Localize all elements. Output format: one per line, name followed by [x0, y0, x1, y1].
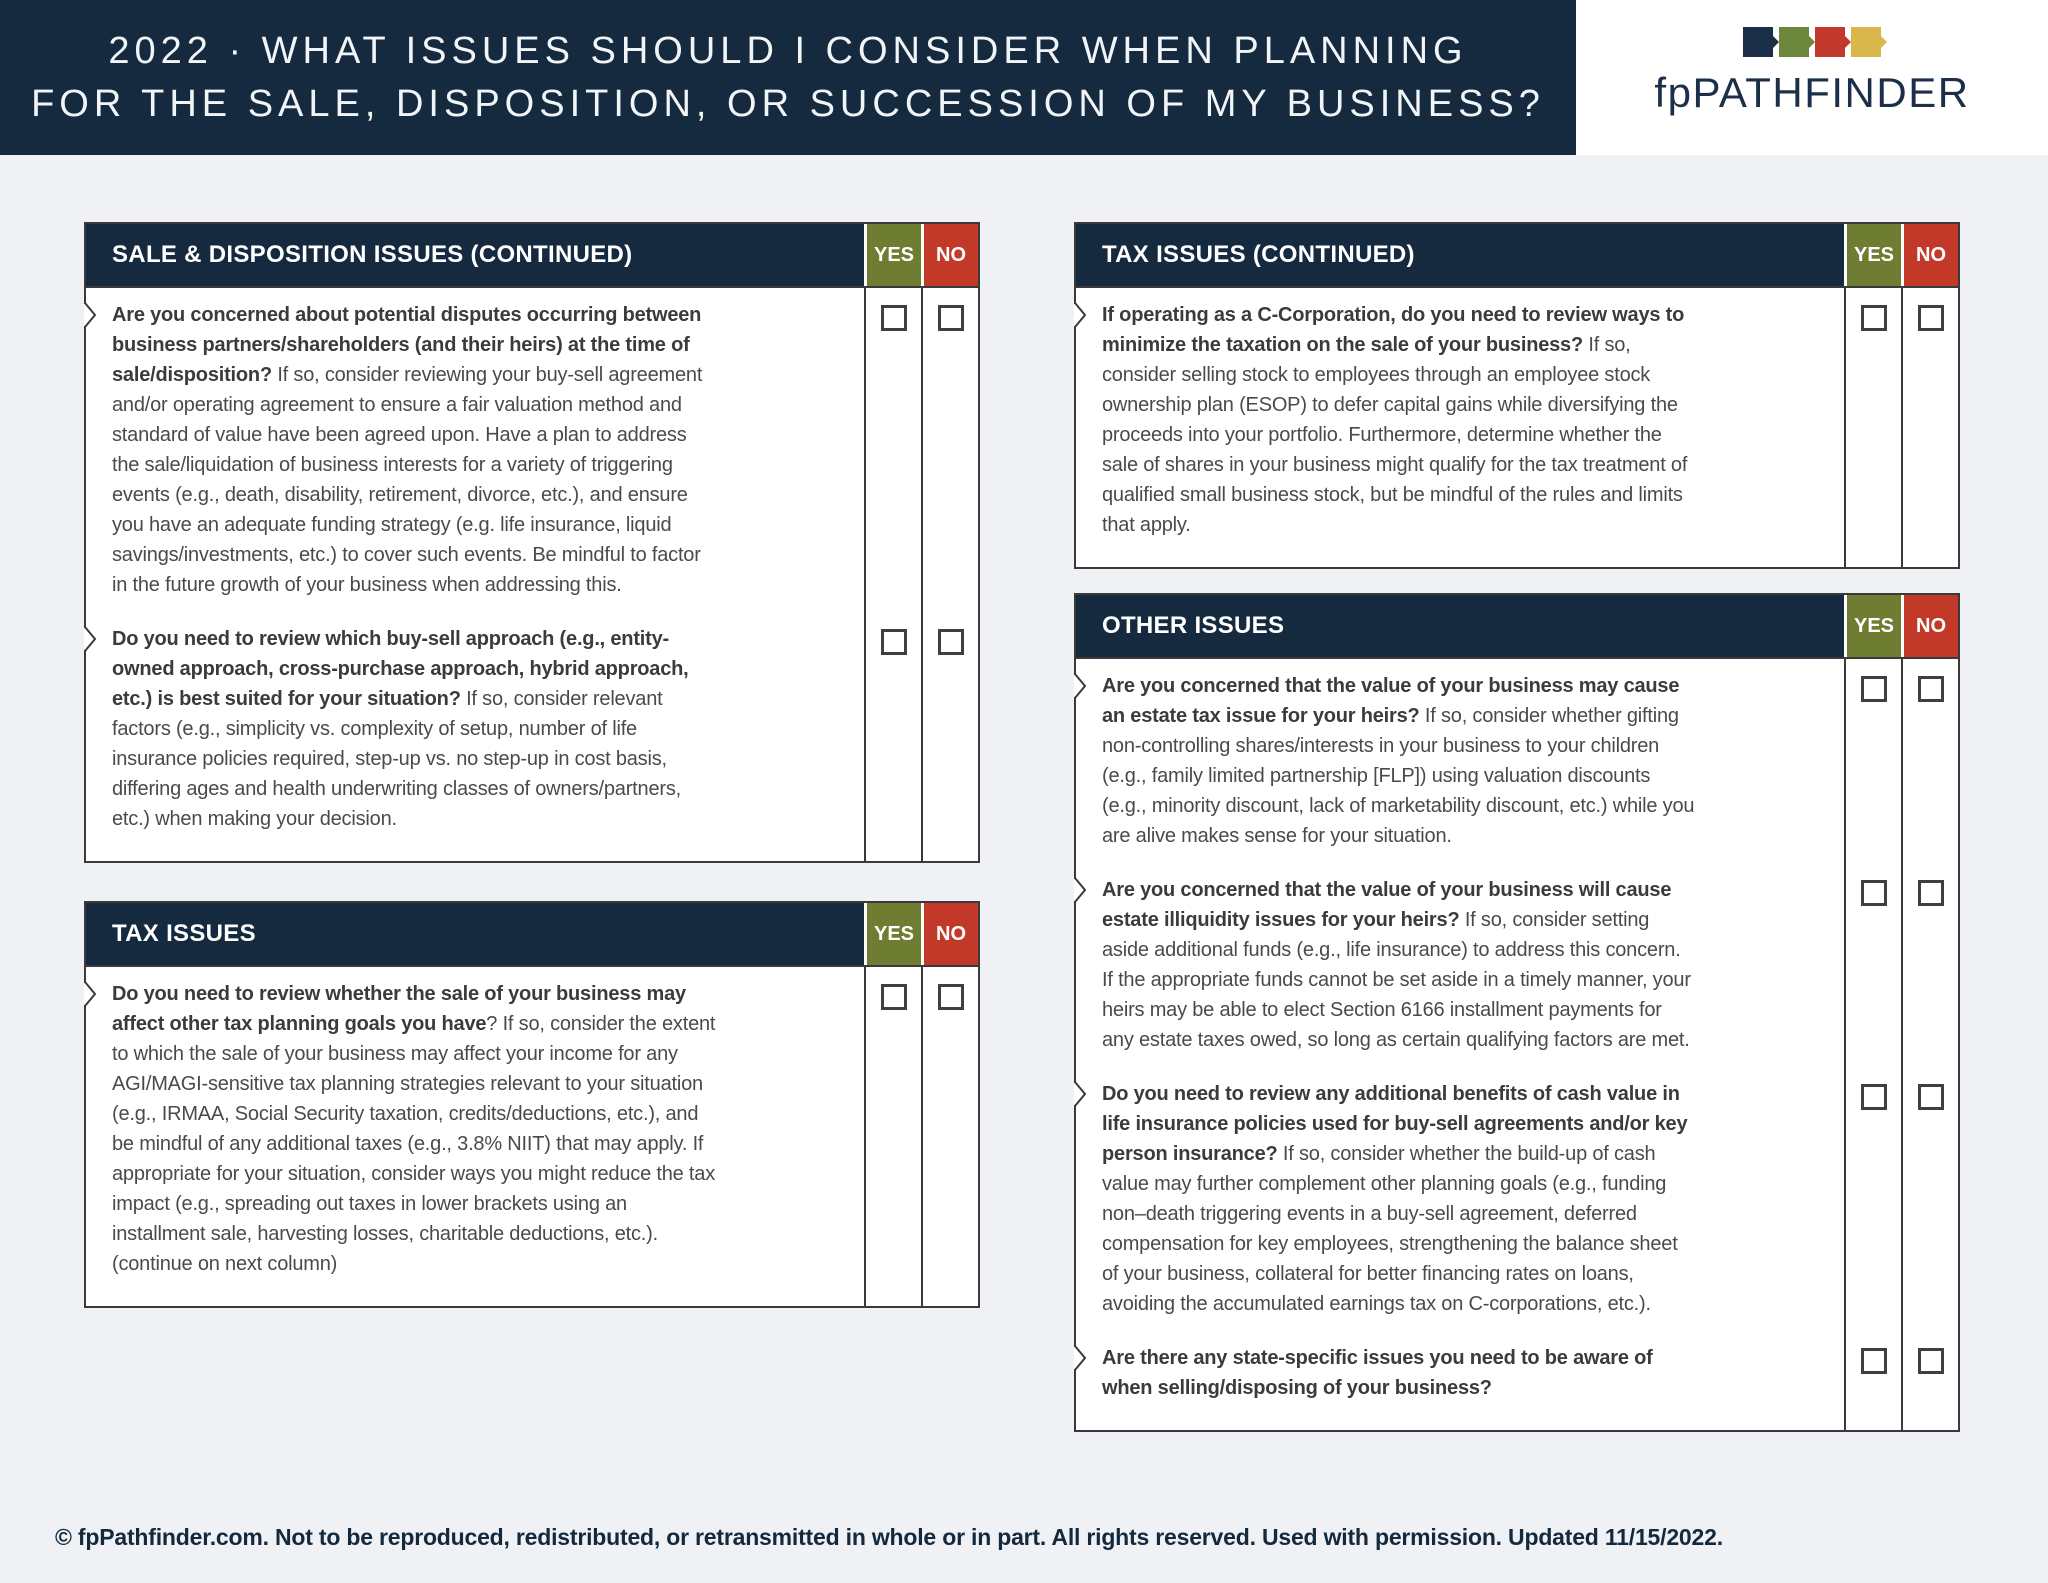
yes-header-cell: YES	[864, 224, 921, 286]
yes-checkbox-cell	[1844, 659, 1901, 863]
section-title: OTHER ISSUES	[1076, 595, 1844, 657]
no-checkbox[interactable]	[1918, 1084, 1944, 1110]
section-header	[86, 903, 978, 967]
yes-checkbox-cell	[864, 612, 921, 861]
question-text	[86, 288, 864, 612]
question-rest: If so, consider whether gifting non-controlling shares/interests in your business to your children (e.g., family limited partnership [FLP]) using valuation discounts (e.g., minority discount, lack of marketability discount, etc.) while you are alive makes sense for your situation.	[1102, 705, 1695, 847]
yes-checkbox-cell	[864, 288, 921, 612]
section-header	[86, 224, 978, 288]
section-tax-issues	[84, 901, 980, 1308]
question-bold: Do you need to review which buy-sell approach (e.g., entity-owned approach, cross-purchase approach, hybrid approach, etc.) is best suited for your situation?	[112, 628, 689, 710]
no-checkbox-cell	[921, 612, 978, 861]
question-bold: Are you concerned that the value of your business may cause an estate tax issue for your heirs?	[1102, 675, 1680, 727]
logo-square-olive-icon	[1779, 27, 1809, 57]
yes-header-cell: YES	[864, 903, 921, 965]
question-text	[1076, 288, 1844, 567]
no-header-cell: NO	[1901, 595, 1958, 657]
yes-checkbox-cell	[1844, 1331, 1901, 1430]
brand-wordmark: fpPATHFINDER	[1654, 69, 1970, 116]
logo-square-navy-icon	[1743, 27, 1773, 57]
yes-checkbox[interactable]	[1861, 880, 1887, 906]
question-chevron-icon	[1074, 876, 1086, 904]
question-row	[1076, 659, 1958, 863]
question-row	[86, 288, 978, 612]
question-chevron-icon	[1074, 301, 1086, 329]
no-checkbox-cell	[921, 288, 978, 612]
question-rest: If so, consider relevant factors (e.g., simplicity vs. complexity of setup, number of life insurance policies required, step-up vs. no step-up in cost basis, differing ages and health underwriting classes of owners/partners, etc.) when making your decision.	[112, 688, 681, 830]
yes-checkbox-cell	[1844, 1067, 1901, 1331]
no-checkbox[interactable]	[1918, 1348, 1944, 1374]
question-chevron-icon	[1074, 672, 1086, 700]
logo-square-gold-icon	[1851, 27, 1881, 57]
question-chevron-icon	[1074, 1080, 1086, 1108]
question-text	[1076, 659, 1844, 863]
question-row	[86, 612, 978, 861]
no-checkbox-cell	[1901, 1067, 1958, 1331]
no-checkbox-cell	[1901, 863, 1958, 1067]
footer-copyright: © fpPathfinder.com. Not to be reproduced, redistributed, or retransmitted in whole or in part. All rights reserved. Used with permission. Updated 11/15/2022.	[55, 1524, 1723, 1550]
left-column	[84, 222, 980, 1308]
no-checkbox[interactable]	[938, 305, 964, 331]
section-header	[1076, 224, 1958, 288]
question-rest: ? If so, consider the extent to which the sale of your business may affect your income for any AGI/MAGI-sensitive tax planning strategies relevant to your situation (e.g., IRMAA, Social Security taxation, credits/deductions, etc.), and be mindful of any additional taxes (e.g., 3.8% NIIT) that may apply. If appropriate for your situation, consider ways you might reduce the tax impact (e.g., spreading out taxes in lower brackets using an installment sale, harvesting losses, charitable deductions, etc.). (continue on next column)	[112, 1013, 716, 1275]
section-tax-issues-continued	[1074, 222, 1960, 569]
question-bold: Are you concerned that the value of your business will cause estate illiquidity issues for your heirs?	[1102, 879, 1672, 931]
question-text	[1076, 1067, 1844, 1331]
question-bold: Are there any state-specific issues you need to be aware of when selling/disposing of your business?	[1102, 1347, 1653, 1399]
question-row	[1076, 1067, 1958, 1331]
question-chevron-icon	[84, 980, 96, 1008]
title-line-2: FOR THE SALE, DISPOSITION, OR SUCCESSION OF MY BUSINESS?	[31, 82, 1545, 125]
right-column	[1074, 222, 1960, 1432]
section-sale-disposition-issues	[84, 222, 980, 863]
section-other-issues	[1074, 593, 1960, 1432]
question-row	[1076, 863, 1958, 1067]
yes-checkbox[interactable]	[1861, 676, 1887, 702]
section-title: TAX ISSUES	[86, 903, 864, 965]
yes-header-cell: YES	[1844, 595, 1901, 657]
no-header-cell: NO	[921, 903, 978, 965]
yes-checkbox[interactable]	[881, 629, 907, 655]
question-chevron-icon	[1074, 1344, 1086, 1372]
question-rest: If so, consider setting aside additional funds (e.g., life insurance) to address this concern. If the appropriate funds cannot be set aside in a timely manner, your heirs may be able to elect Section 6166 installment payments for any estate taxes owed, so long as certain qualifying factors are met.	[1102, 909, 1691, 1051]
title-line-1: 2022 · WHAT ISSUES SHOULD I CONSIDER WHEN PLANNING	[108, 29, 1468, 72]
no-checkbox-cell	[1901, 1331, 1958, 1430]
question-rest: If so, consider reviewing your buy-sell agreement and/or operating agreement to ensure a fair valuation method and standard of value have been agreed upon. Have a plan to address the sale/liquidation of business interests for a variety of triggering events (e.g., death, disability, retirement, divorce, etc.), and ensure you have an adequate funding strategy (e.g. life insurance, liquid savings/investments, etc.) to cover such events. Be mindful to factor in the future growth of your business when addressing this.	[112, 364, 703, 596]
no-checkbox[interactable]	[1918, 676, 1944, 702]
question-row	[1076, 288, 1958, 567]
yes-checkbox[interactable]	[881, 305, 907, 331]
yes-checkbox[interactable]	[881, 984, 907, 1010]
question-bold: Are you concerned about potential disputes occurring between business partners/shareholders (and their heirs) at the time of sale/disposition?	[112, 304, 702, 386]
no-header-cell: NO	[921, 224, 978, 286]
logo-squares	[1743, 27, 1881, 57]
yes-checkbox[interactable]	[1861, 1348, 1887, 1374]
yes-checkbox[interactable]	[1861, 305, 1887, 331]
question-bold: Do you need to review any additional benefits of cash value in life insurance policies used for buy-sell agreements and/or key person insurance?	[1102, 1083, 1688, 1165]
question-rest: If so, consider selling stock to employees through an employee stock ownership plan (ESOP) to defer capital gains while diversifying the proceeds into your portfolio. Furthermore, determine whether the sale of shares in your business might qualify for the tax treatment of qualified small business stock, but be mindful of the rules and limits that apply.	[1102, 334, 1688, 536]
yes-checkbox-cell	[1844, 863, 1901, 1067]
yes-checkbox-cell	[864, 967, 921, 1306]
no-checkbox-cell	[1901, 288, 1958, 567]
no-header-cell: NO	[1901, 224, 1958, 286]
yes-header-cell: YES	[1844, 224, 1901, 286]
logo-square-red-icon	[1815, 27, 1845, 57]
question-row	[86, 967, 978, 1306]
page-title	[0, 0, 1576, 155]
question-chevron-icon	[84, 625, 96, 653]
question-row	[1076, 1331, 1958, 1430]
yes-checkbox[interactable]	[1861, 1084, 1887, 1110]
no-checkbox[interactable]	[1918, 305, 1944, 331]
question-bold: Do you need to review whether the sale of your business may affect other tax planning goals you have	[112, 983, 686, 1035]
question-chevron-icon	[84, 301, 96, 329]
question-text	[86, 967, 864, 1306]
no-checkbox[interactable]	[938, 984, 964, 1010]
question-text	[86, 612, 864, 861]
section-title: SALE & DISPOSITION ISSUES (CONTINUED)	[86, 224, 864, 286]
question-bold: If operating as a C-Corporation, do you need to review ways to minimize the taxation on the sale of your business?	[1102, 304, 1685, 356]
no-checkbox-cell	[1901, 659, 1958, 863]
section-header	[1076, 595, 1958, 659]
section-title: TAX ISSUES (CONTINUED)	[1076, 224, 1844, 286]
no-checkbox-cell	[921, 967, 978, 1306]
yes-checkbox-cell	[1844, 288, 1901, 567]
question-rest: If so, consider whether the build-up of cash value may further complement other planning goals (e.g., funding non–death triggering events in a buy-sell agreement, deferred compensation for key employees, strengthening the balance sheet of your business, collateral for better financing rates on loans, avoiding the accumulated earnings tax on C-corporations, etc.).	[1102, 1143, 1678, 1315]
question-text	[1076, 1331, 1844, 1430]
no-checkbox[interactable]	[938, 629, 964, 655]
question-text	[1076, 863, 1844, 1067]
no-checkbox[interactable]	[1918, 880, 1944, 906]
logo-block	[1576, 0, 2048, 155]
